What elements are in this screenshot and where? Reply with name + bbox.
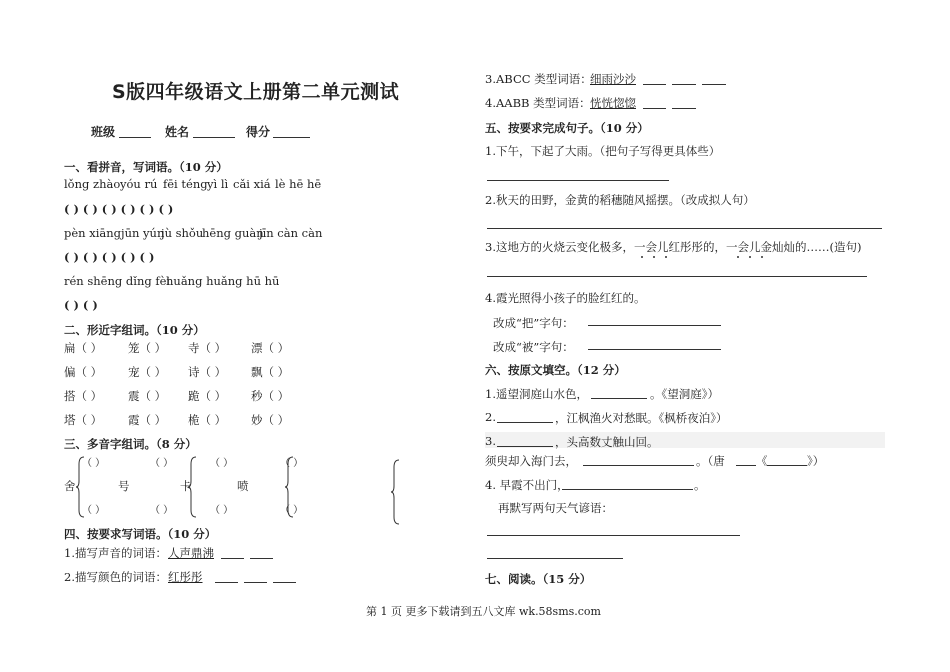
- pinyin: rén shēng dǐng fèi: [64, 274, 171, 288]
- section-heading: 六、按原文填空。（12 分）: [485, 363, 626, 377]
- pinyin: lǒng zhào: [64, 177, 121, 191]
- page-title: S版四年级语文上册第二单元测试: [112, 81, 400, 103]
- answer-line[interactable]: [588, 325, 721, 326]
- poem-line: 2.: [485, 410, 496, 424]
- answer-paren[interactable]: （ ）: [82, 458, 106, 469]
- answer-boxes[interactable]: ( ) ( ): [64, 298, 98, 312]
- question: 改成“把”字句：: [493, 316, 574, 330]
- pinyin: huǎng huǎng hū hū: [166, 274, 280, 288]
- answer-line[interactable]: [767, 465, 807, 466]
- class-field[interactable]: [119, 137, 151, 138]
- pinyin: jūn yún: [121, 226, 165, 240]
- answer-line[interactable]: [736, 465, 756, 466]
- char-item[interactable]: 偏（ ）: [64, 365, 103, 379]
- answer-line[interactable]: [702, 84, 726, 85]
- char-item[interactable]: 诗（ ）: [188, 365, 227, 379]
- char-item[interactable]: 宠（ ）: [128, 365, 167, 379]
- answer-line[interactable]: [215, 582, 238, 583]
- answer-paren[interactable]: （ ）: [150, 505, 174, 516]
- poem-line: 。（唐: [696, 454, 725, 468]
- answer-paren[interactable]: （ ）: [210, 505, 234, 516]
- example-word: 红彤彤: [168, 570, 203, 584]
- answer-paren[interactable]: （ ）: [280, 458, 304, 469]
- emphasis-dot: [665, 256, 667, 258]
- char-item[interactable]: 扁（ ）: [64, 341, 103, 355]
- char-item[interactable]: 霞（ ）: [128, 413, 167, 427]
- answer-line[interactable]: [591, 398, 647, 399]
- char-item[interactable]: 塔（ ）: [64, 413, 103, 427]
- page-footer: 第 1 页 更多下载请到五八文库 wk.58sms.com: [366, 605, 601, 618]
- section-heading: 一、看拼音，写词语。（10 分）: [64, 160, 228, 174]
- answer-line[interactable]: [643, 84, 666, 85]
- emphasis-dot: [749, 256, 751, 258]
- poem-line: 》）: [807, 454, 825, 468]
- char-item[interactable]: 搭（ ）: [64, 389, 103, 403]
- pinyin: jù shǒu: [161, 226, 204, 240]
- answer-line[interactable]: [487, 535, 740, 536]
- answer-paren[interactable]: （ ）: [82, 505, 106, 516]
- section-heading: 四、按要求写词语。（10 分）: [64, 527, 217, 541]
- char-item[interactable]: 漂（ ）: [251, 341, 290, 355]
- pinyin: cǎi xiá: [233, 177, 271, 191]
- example-word: 恍恍惚惚: [590, 96, 636, 110]
- item-label: 3.ABCC 类型词语：: [485, 72, 592, 86]
- section-heading: 五、按要求完成句子。（10 分）: [485, 121, 649, 135]
- answer-line[interactable]: [487, 276, 867, 277]
- char-item[interactable]: 秒（ ）: [251, 389, 290, 403]
- answer-line[interactable]: [672, 84, 696, 85]
- pinyin: yì lì: [207, 177, 229, 191]
- answer-line[interactable]: [487, 180, 669, 181]
- pinyin: jīn càn càn: [259, 226, 323, 240]
- brace-icon: [75, 456, 85, 518]
- char-item[interactable]: 桅（ ）: [188, 413, 227, 427]
- poem-line: 4. 早霞不出门，: [485, 478, 569, 492]
- poem-line: ，头高数丈触山回。: [555, 435, 659, 449]
- poem-line: 。《望洞庭》）: [650, 387, 719, 401]
- poem-line: 《: [756, 454, 768, 468]
- emphasis-dot: [641, 256, 643, 258]
- polyphone-char: 卡: [180, 479, 192, 493]
- answer-line[interactable]: [583, 465, 694, 466]
- char-item[interactable]: 震（ ）: [128, 389, 167, 403]
- question: 再默写两句天气谚语：: [498, 501, 613, 515]
- poem-line: ，江枫渔火对愁眠。《枫桥夜泊》）: [555, 411, 728, 425]
- name-field[interactable]: [193, 137, 235, 138]
- section-heading: 三、多音字组词。（8 分）: [64, 437, 197, 451]
- pinyin: lè hē hē: [275, 177, 322, 191]
- poem-line: 3.: [485, 434, 496, 448]
- answer-line[interactable]: [562, 489, 693, 490]
- pinyin: pèn xiāng: [64, 226, 122, 240]
- emphasis-dot: [761, 256, 763, 258]
- char-item[interactable]: 飘（ ）: [251, 365, 290, 379]
- char-item[interactable]: 寺（ ）: [188, 341, 227, 355]
- poem-line: 1.遥望洞庭山水色，: [485, 387, 588, 401]
- class-label: 班级: [91, 125, 116, 139]
- name-label: 姓名: [165, 125, 190, 139]
- emphasis-dot: [737, 256, 739, 258]
- emphasis-dot: [653, 256, 655, 258]
- char-item[interactable]: 妙（ ）: [251, 413, 290, 427]
- polyphone-char: 号: [118, 479, 130, 493]
- answer-paren[interactable]: （ ）: [210, 458, 234, 469]
- item-label: 2.描写颜色的词语：: [64, 570, 167, 584]
- pinyin: fēi téng: [163, 177, 208, 191]
- answer-line[interactable]: [250, 558, 273, 559]
- answer-line[interactable]: [487, 228, 882, 229]
- score-field[interactable]: [273, 137, 310, 138]
- question: 改成“被”字句：: [493, 340, 574, 354]
- item-label: 4.AABB 类型词语：: [485, 96, 591, 110]
- polyphone-char: 舍: [64, 479, 76, 493]
- answer-line[interactable]: [487, 558, 623, 559]
- polyphone-char: 喷: [237, 479, 249, 493]
- char-item[interactable]: 跪（ ）: [188, 389, 227, 403]
- score-label: 得分: [246, 125, 271, 139]
- example-word: 细雨沙沙: [590, 72, 636, 86]
- answer-line[interactable]: [244, 582, 267, 583]
- answer-line[interactable]: [643, 108, 666, 109]
- question: 3.这地方的火烧云变化极多，一会儿红彤彤的，一会儿金灿灿的……(造句): [485, 240, 862, 254]
- brace-icon: [284, 456, 294, 518]
- answer-line[interactable]: [588, 349, 721, 350]
- poem-line: 须臾却入海门去，: [485, 454, 577, 468]
- brace-icon: [390, 459, 400, 525]
- question: 2.秋天的田野，金黄的稻穗随风摇摆。（改成拟人句）: [485, 193, 755, 207]
- item-label: 1.描写声音的词语：: [64, 546, 167, 560]
- section-heading: 七、阅读。（15 分）: [485, 572, 592, 586]
- pinyin: hēng guàn: [202, 226, 264, 240]
- answer-paren[interactable]: （ ）: [150, 458, 174, 469]
- section-heading: 二、形近字组词。（10 分）: [64, 323, 205, 337]
- question: 1.下午，下起了大雨。（把句子写得更具体些）: [485, 144, 721, 158]
- answer-line[interactable]: [497, 446, 553, 447]
- answer-line[interactable]: [497, 422, 553, 423]
- answer-boxes[interactable]: ( ) ( ) ( ) ( ) ( ): [64, 250, 155, 264]
- char-item[interactable]: 笼（ ）: [128, 341, 167, 355]
- question: 4.霞光照得小孩子的脸红红的。: [485, 291, 646, 305]
- answer-line[interactable]: [273, 582, 296, 583]
- poem-line: 。: [694, 478, 706, 492]
- pinyin: yóu rú: [120, 177, 158, 191]
- example-word: 人声鼎沸: [168, 546, 214, 560]
- answer-line[interactable]: [672, 108, 696, 109]
- answer-boxes[interactable]: ( ) ( ) ( ) ( ) ( ) ( ): [64, 202, 174, 216]
- answer-line[interactable]: [221, 558, 244, 559]
- brace-icon: [187, 456, 197, 518]
- answer-paren[interactable]: （ ）: [280, 505, 304, 516]
